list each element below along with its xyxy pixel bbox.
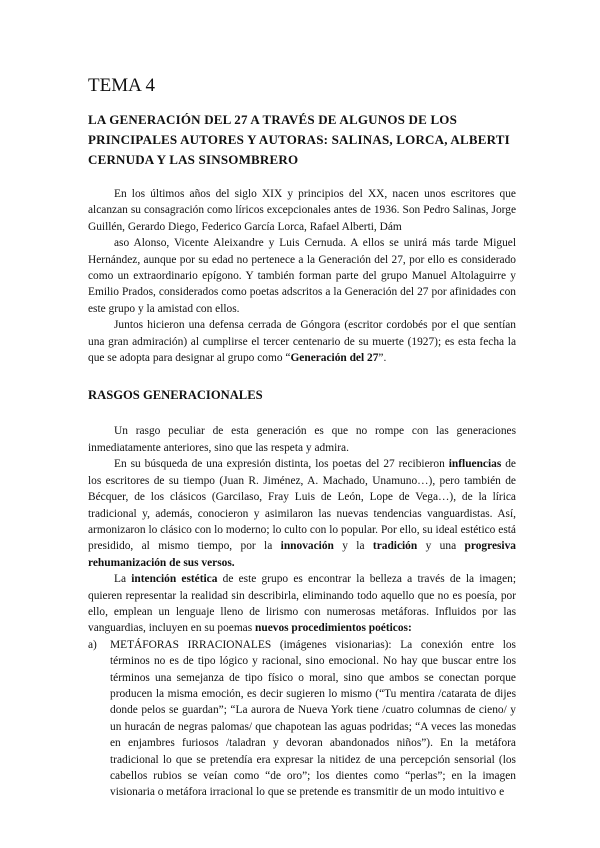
document-page — [88, 76, 516, 801]
intro-p1b-text: aso Alonso, Vicente Aleixandre y Luis Cernuda. A ellos se unirá más tarde Miguel Hernández, aunque por su edad no pertenece a la Generación del 27, por ello es considerado como un extraordinario epígono. Y también forman parte del grupo Manuel Altolaguirre y Emilio Prados, considerados como poetas adscritos a la Generación del 27 por afinidades con este grupo y la amistad con ellos. — [88, 237, 516, 315]
rasgos-p3-procedimientos: nuevos procedimientos poéticos: — [255, 622, 412, 635]
intro-paragraph-2 — [88, 317, 516, 366]
rasgos-paragraph-1 — [88, 423, 516, 456]
intro-paragraph-1 — [88, 186, 516, 235]
intro-p2-end: ”. — [378, 352, 387, 365]
rasgos-p2-innovacion: innovación — [280, 540, 334, 553]
rasgos-paragraph-2 — [88, 456, 516, 571]
rasgos-p2-c: de los escritores de su tiempo (Juan R. Jiménez, A. Machado, Unamuno…), pero también de Bécquer, de los clásicos (Garcilaso, Fray Luis de León, Lope de Vega…), de la lírica tradicional y, además, conocieron y asimilaron las nuevas tendencias vanguardistas. Así, armonizaron lo clásico con lo moderno; lo culto con lo popular. Por ello, su ideal estético está presidido, al mismo tiempo, por la — [88, 458, 516, 553]
rasgos-p1-text: Un rasgo peculiar de esta generación es que no rompe con las generaciones inmediatamente anteriores, sino que las respeta y admira. — [88, 425, 516, 454]
rasgos-p2-g: y una — [417, 540, 465, 553]
rasgos-p3-a: La — [114, 573, 132, 586]
chapter-title: LA GENERACIÓN DEL 27 A TRAVÉS DE ALGUNOS DE LOS PRINCIPALES AUTORES Y AUTORAS: SALINAS, LORCA, ALBERTI CERNUDA Y LAS SINSOMBRERO — [88, 112, 510, 167]
intro-p2-start: Juntos hicieron una defensa cerrada de Góngora (escritor cordobés por el que sentían una gran admiración) al cumplirse el tercer centenario de su muerte (1927); es esta fecha la que se adopta para designar al grupo como “ — [88, 319, 516, 365]
intro-p2-bold: Generación del 27 — [290, 352, 379, 365]
rasgos-p3-c: de este grupo es encontrar la belleza a través de la imagen; quieren representar la realidad sin describirla, eliminando todo aquello que no es poesía, por ello, emplean un lenguaje lleno de lirismo con numerosas metáforas. Influidos por las vanguardias, incluyen en su poemas — [88, 573, 516, 635]
procedures-list — [88, 637, 516, 801]
rasgos-p2-e: y la — [333, 540, 373, 553]
list-marker: a) — [88, 638, 97, 651]
rasgos-p2-tradicion: tradición — [372, 540, 418, 553]
list-item-text: METÁFORAS IRRACIONALES (imágenes visionarias): La conexión entre los términos no es de tipo lógico y racional, sino emocional. No hay que buscar entre los términos una semejanza de tipo físico o moral, sino que ambos se conectan porque producen la misma emoción, es decir sugieren lo mismo (“Tu mentira /catarata de dijes donde pelos se guardan”; “La aurora de Nueva York tiene /cuatro columnas de cieno/ y un huracán de negras palomas/ que chapotean las aguas podridas; “A veces las monedas en enjambres furiosos /taladran y devoran abandonados niños”). En la metáfora tradicional lo que se pretendía era expresar la nitidez de una percepción sensorial (los cabellos rubios se veían como “de oro”; los dientes como “perlas”; en la imagen visionaria o metáfora irracional lo que se pretende es transmitir de un modo intuitivo e — [110, 638, 516, 799]
rasgos-p3-intencion: intención estética — [131, 573, 218, 586]
rasgos-p2-rehumanizacion: progresiva rehumanización de sus versos. — [88, 540, 516, 569]
list-item — [88, 637, 516, 801]
section-heading: RASGOS GENERACIONALES — [88, 388, 263, 403]
tema-heading: TEMA 4 — [88, 75, 156, 96]
intro-p1-text: En los últimos años del siglo XIX y principios del XX, nacen unos escritores que alcanzan su consagración como líricos excepcionales antes de 1936. Son Pedro Salinas, Jorge Guillén, Gerardo Diego, Federico García Lorca, Rafael Alberti, Dám — [88, 188, 516, 233]
intro-paragraph-1b — [88, 235, 516, 317]
rasgos-p2-a: En su búsqueda de una expresión distinta, los poetas del 27 recibieron — [114, 458, 449, 471]
rasgos-p2-influencias: influencias — [448, 458, 502, 471]
rasgos-paragraph-3 — [88, 571, 516, 637]
